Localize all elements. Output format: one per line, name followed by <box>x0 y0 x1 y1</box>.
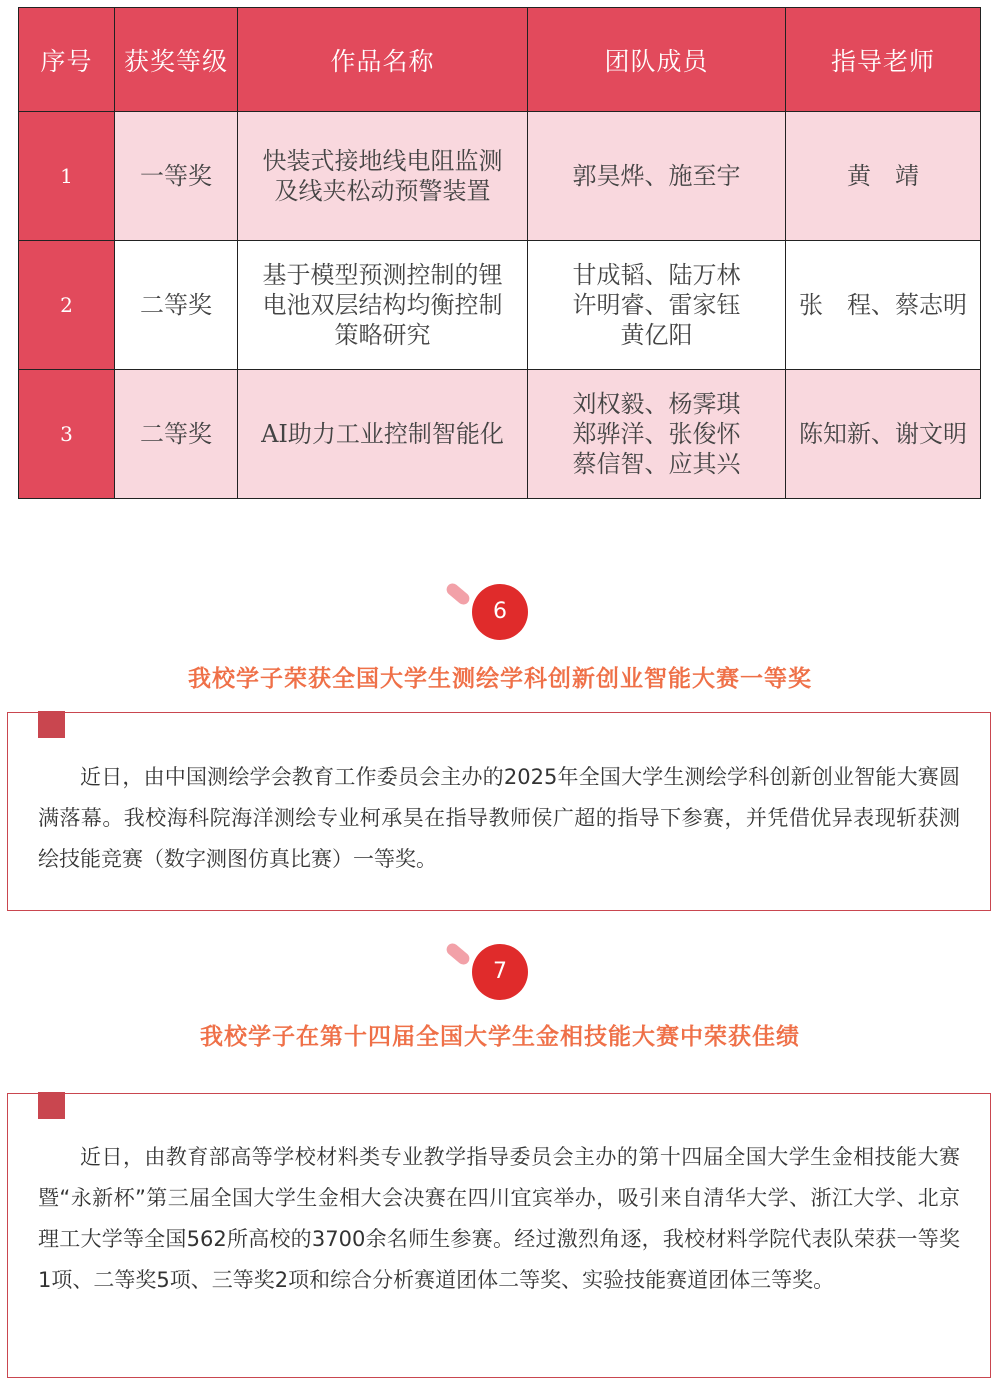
corner-square-icon <box>38 1092 65 1119</box>
decorative-pill-icon <box>444 941 472 967</box>
row-members <box>528 370 786 499</box>
row-members <box>528 241 786 370</box>
corner-square-icon <box>38 711 65 738</box>
header-work: 作品名称 <box>238 8 528 112</box>
row-work <box>238 112 528 241</box>
section-number-badge <box>440 580 560 640</box>
header-teacher: 指导老师 <box>786 8 981 112</box>
row-level: 二等奖 <box>115 241 238 370</box>
article-body: 近日，由中国测绘学会教育工作委员会主办的2025年全国大学生测绘学科创新创业智能大赛圆满落幕。我校海科院海洋测绘专业柯承昊在指导教师侯广超的指导下参赛，并凭借优异表现斩获测绘技能竞赛（数字测图仿真比赛）一等奖。 <box>38 765 960 871</box>
row-level: 一等奖 <box>115 112 238 241</box>
article-card <box>7 712 991 911</box>
section-number: 7 <box>472 944 528 1000</box>
row-work <box>238 370 528 499</box>
table-row <box>19 241 981 370</box>
row-index: 1 <box>19 112 115 241</box>
table-row <box>19 112 981 241</box>
table-header-row <box>19 8 981 112</box>
row-member-line: 黄亿阳 <box>620 321 693 349</box>
row-member-line: 郭昊烨、施至宇 <box>572 162 741 190</box>
row-member-line: 许明睿、雷家钰 <box>572 291 741 319</box>
header-index: 序号 <box>19 8 115 112</box>
row-work-line: 及线夹松动预警装置 <box>274 177 491 205</box>
row-work-line: 策略研究 <box>334 321 431 349</box>
section-number-badge <box>440 940 560 1000</box>
decorative-pill-icon <box>444 581 472 607</box>
row-teacher: 黄 靖 <box>786 112 981 241</box>
section-number: 6 <box>472 584 528 640</box>
award-table <box>18 7 981 499</box>
row-work-line: 基于模型预测控制的锂 <box>262 261 503 289</box>
row-work <box>238 241 528 370</box>
row-member-line: 蔡信智、应其兴 <box>572 450 741 478</box>
section-title: 我校学子在第十四届全国大学生金相技能大赛中荣获佳绩 <box>200 1024 800 1050</box>
row-work-line: AI助力工业控制智能化 <box>261 420 504 448</box>
row-index: 3 <box>19 370 115 499</box>
article-body: 近日，由教育部高等学校材料类专业教学指导委员会主办的第十四届全国大学生金相技能大赛暨“永新杯”第三届全国大学生金相大会决赛在四川宜宾举办，吸引来自清华大学、浙江大学、北京理工大学等全国562所高校的3700余名师生参赛。经过激烈角逐，我校材料学院代表队荣获一等奖1项、二等奖5项、三等奖2项和综合分析赛道团体二等奖、实验技能赛道团体三等奖。 <box>38 1145 960 1292</box>
header-members: 团队成员 <box>528 8 786 112</box>
row-level: 二等奖 <box>115 370 238 499</box>
article-card <box>7 1093 991 1378</box>
row-teacher: 陈知新、谢文明 <box>786 370 981 499</box>
row-member-line: 郑骅洋、张俊怀 <box>572 420 741 448</box>
row-work-line: 快装式接地线电阻监测 <box>262 147 503 175</box>
row-member-line: 甘成韬、陆万林 <box>572 261 741 289</box>
row-member-line: 刘权毅、杨霁琪 <box>572 390 741 418</box>
row-work-line: 电池双层结构均衡控制 <box>262 291 503 319</box>
section-title: 我校学子荣获全国大学生测绘学科创新创业智能大赛一等奖 <box>188 666 812 692</box>
row-index: 2 <box>19 241 115 370</box>
table-row <box>19 370 981 499</box>
row-members <box>528 112 786 241</box>
header-level: 获奖等级 <box>115 8 238 112</box>
row-teacher: 张 程、蔡志明 <box>786 241 981 370</box>
